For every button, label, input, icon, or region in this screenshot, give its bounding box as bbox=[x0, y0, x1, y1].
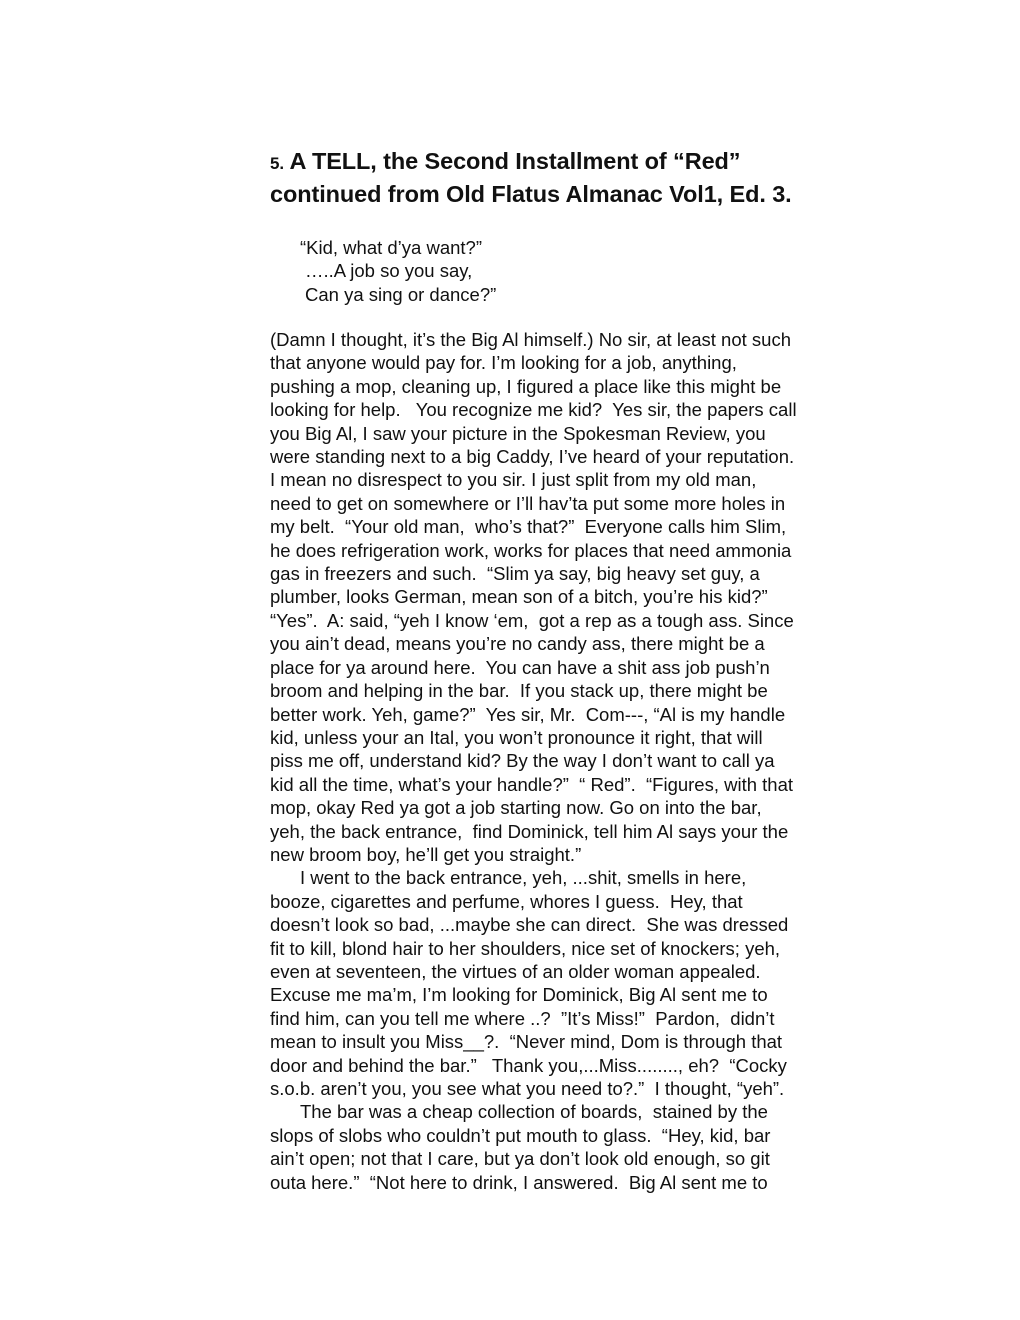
verse-line: …..A job so you say, bbox=[305, 260, 473, 282]
opening-verse bbox=[300, 236, 496, 306]
body-line: broom and helping in the bar. If you stack up, there might be bbox=[270, 680, 768, 702]
body-line: were standing next to a big Caddy, I’ve heard of your reputation. bbox=[270, 446, 795, 468]
body-line: new broom boy, he’ll get you straight.” bbox=[270, 843, 582, 865]
body-line: looking for help. You recognize me kid? Yes sir, the papers call bbox=[270, 399, 797, 421]
body-line: need to get on somewhere or I’ll hav’ta put some more holes in bbox=[270, 492, 786, 514]
body-line: mean to insult you Miss__?. “Never mind, Dom is through that bbox=[270, 1031, 783, 1053]
verse-line: Can ya sing or dance?” bbox=[305, 283, 497, 305]
body-line: gas in freezers and such. “Slim ya say, big heavy set guy, a bbox=[270, 563, 760, 585]
body-line: you Big Al, I saw your picture in the Spokesman Review, you bbox=[270, 422, 766, 444]
body-line: outa here.” “Not here to drink, I answered. Big Al sent me to bbox=[270, 1171, 768, 1193]
body-line: I mean no disrespect to you sir. I just split from my old man, bbox=[270, 469, 757, 491]
body-line: place for ya around here. You can have a shit ass job push’n bbox=[270, 656, 770, 678]
body-line: he does refrigeration work, works for places that need ammonia bbox=[270, 539, 792, 561]
body-line: that anyone would pay for. I’m looking for a job, anything, bbox=[270, 352, 737, 374]
body-line: yeh, the back entrance, find Dominick, tell him Al says your the bbox=[270, 820, 789, 842]
chapter-title-line-2: continued from Old Flatus Almanac Vol1, Ed. 3. bbox=[270, 181, 792, 207]
body-line: “Yes”. A: said, “yeh I know ‘em, got a rep as a tough ass. Since bbox=[270, 609, 794, 631]
chapter-number: 5. bbox=[270, 154, 284, 173]
body-line: fit to kill, blond hair to her shoulders, nice set of knockers; yeh, bbox=[270, 937, 781, 959]
verse-line: “Kid, what d’ya want?” bbox=[300, 237, 483, 258]
body-line: slops of slobs who couldn’t put mouth to glass. “Hey, kid, bar bbox=[270, 1124, 771, 1146]
body-line: kid, unless your an Ital, you won’t pronounce it right, that will bbox=[270, 726, 763, 748]
body-line: my belt. “Your old man, who’s that?” Everyone calls him Slim, bbox=[270, 516, 787, 538]
chapter-title-text: A TELL, the Second Installment of “Red” bbox=[283, 148, 741, 174]
body-line: kid all the time, what’s your handle?” “ Red”. “Figures, with that bbox=[270, 773, 794, 795]
body-text bbox=[270, 328, 890, 1194]
body-line: find him, can you tell me where ..? ”It’s Miss!” Pardon, didn’t bbox=[270, 1007, 775, 1029]
body-line: s.o.b. aren’t you, you see what you need to?.” I thought, “yeh”. bbox=[270, 1078, 785, 1099]
body-line: plumber, looks German, mean son of a bitch, you’re his kid?” bbox=[270, 586, 768, 608]
body-line: ain’t open; not that I care, but ya don’t look old enough, so git bbox=[270, 1148, 770, 1170]
body-line: better work. Yeh, game?” Yes sir, Mr. Com---, “Al is my handle bbox=[270, 703, 786, 725]
paragraph-start-line: I went to the back entrance, yeh, ...shit, smells in here, bbox=[300, 867, 747, 889]
body-line: even at seventeen, the virtues of an older woman appealed. bbox=[270, 960, 761, 982]
body-line: booze, cigarettes and perfume, whores I guess. Hey, that bbox=[270, 890, 743, 912]
body-line: mop, okay Red ya got a job starting now. Go on into the bar, bbox=[270, 797, 762, 819]
body-line: door and behind the bar.” Thank you,...Miss........, eh? “Cocky bbox=[270, 1054, 787, 1076]
chapter-title bbox=[270, 146, 890, 209]
chapter-title-line-1 bbox=[270, 146, 890, 179]
body-line: Excuse me ma’m, I’m looking for Dominick, Big Al sent me to bbox=[270, 984, 768, 1006]
body-line: pushing a mop, cleaning up, I figured a place like this might be bbox=[270, 375, 782, 397]
paragraph-start-line: The bar was a cheap collection of boards, stained by the bbox=[300, 1101, 768, 1123]
body-line: you ain’t dead, means you’re no candy ass, there might be a bbox=[270, 633, 765, 655]
body-line: (Damn I thought, it’s the Big Al himself.) No sir, at least not such bbox=[270, 329, 791, 350]
body-line: doesn’t look so bad, ...maybe she can direct. She was dressed bbox=[270, 914, 789, 936]
body-line: piss me off, understand kid? By the way I don’t want to call ya bbox=[270, 750, 775, 772]
